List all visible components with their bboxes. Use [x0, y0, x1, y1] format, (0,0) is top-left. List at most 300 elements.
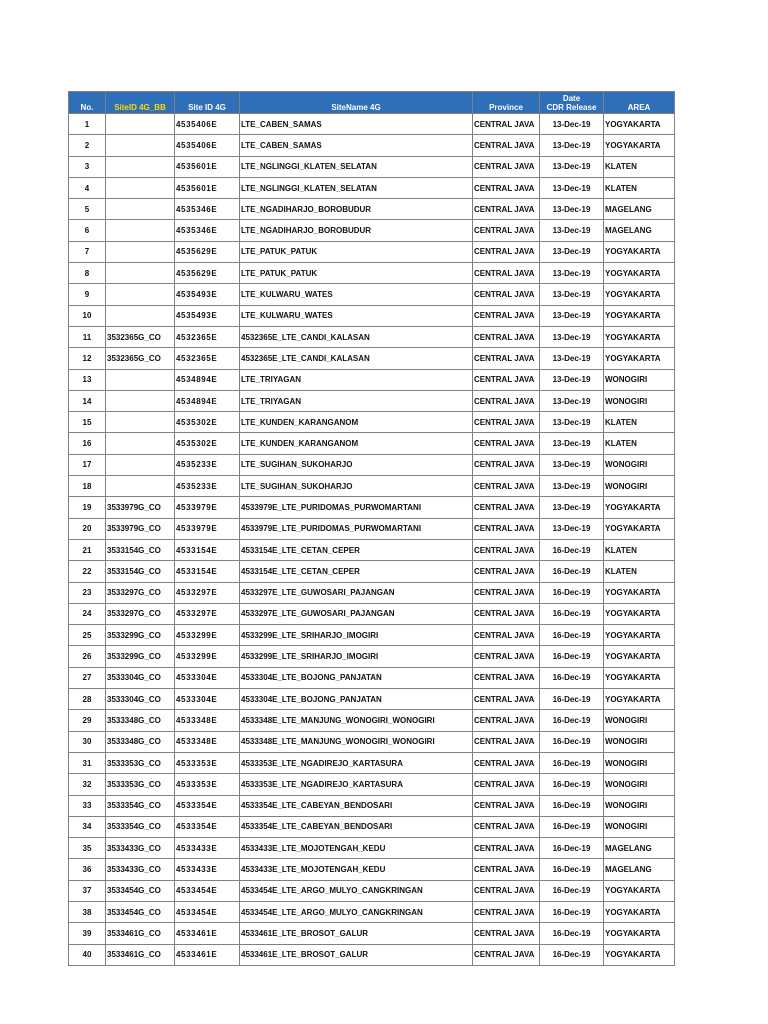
table-row [69, 220, 675, 241]
cell-province: CENTRAL JAVA [473, 241, 540, 262]
table-body [69, 114, 675, 966]
cell-area: WONOGIRI [604, 816, 675, 837]
cell-site-id-4g: 4533299E [175, 646, 240, 667]
table-row [69, 667, 675, 688]
site-release-table [68, 91, 675, 966]
cell-province: CENTRAL JAVA [473, 518, 540, 539]
table-row [69, 114, 675, 135]
table-row [69, 326, 675, 347]
cell-sitename-4g: 4533353E_LTE_NGADIREJO_KARTASURA [240, 774, 473, 795]
cell-province: CENTRAL JAVA [473, 561, 540, 582]
cell-area: KLATEN [604, 433, 675, 454]
header-area: AREA [604, 92, 675, 114]
cell-sitename-4g: 4533979E_LTE_PURIDOMAS_PURWOMARTANI [240, 497, 473, 518]
cell-area: YOGYAKARTA [604, 901, 675, 922]
cell-province: CENTRAL JAVA [473, 433, 540, 454]
cell-no: 24 [69, 603, 106, 624]
cell-area: KLATEN [604, 177, 675, 198]
cell-siteid-4g-bb: 3533454G_CO [106, 901, 175, 922]
cell-no: 19 [69, 497, 106, 518]
cell-area: YOGYAKARTA [604, 348, 675, 369]
cell-siteid-4g-bb [106, 156, 175, 177]
cell-province: CENTRAL JAVA [473, 114, 540, 135]
cell-siteid-4g-bb [106, 369, 175, 390]
cell-area: WONOGIRI [604, 774, 675, 795]
cell-province: CENTRAL JAVA [473, 135, 540, 156]
cell-date-cdr-release: 16-Dec-19 [540, 944, 604, 965]
table-row [69, 603, 675, 624]
cell-no: 4 [69, 177, 106, 198]
cell-area: WONOGIRI [604, 476, 675, 497]
cell-site-id-4g: 4535406E [175, 114, 240, 135]
cell-sitename-4g: 4533454E_LTE_ARGO_MULYO_CANGKRINGAN [240, 880, 473, 901]
cell-province: CENTRAL JAVA [473, 752, 540, 773]
cell-site-id-4g: 4535302E [175, 433, 240, 454]
cell-date-cdr-release: 16-Dec-19 [540, 752, 604, 773]
cell-province: CENTRAL JAVA [473, 880, 540, 901]
header-row [69, 92, 675, 114]
cell-sitename-4g: LTE_NGLINGGI_KLATEN_SELATAN [240, 177, 473, 198]
cell-area: KLATEN [604, 156, 675, 177]
cell-site-id-4g: 4534894E [175, 369, 240, 390]
cell-province: CENTRAL JAVA [473, 838, 540, 859]
cell-sitename-4g: 4533348E_LTE_MANJUNG_WONOGIRI_WONOGIRI [240, 731, 473, 752]
cell-province: CENTRAL JAVA [473, 774, 540, 795]
cell-site-id-4g: 4535629E [175, 263, 240, 284]
cell-site-id-4g: 4535601E [175, 156, 240, 177]
cell-area: WONOGIRI [604, 454, 675, 475]
cell-site-id-4g: 4533299E [175, 625, 240, 646]
table-row [69, 454, 675, 475]
cell-site-id-4g: 4533454E [175, 901, 240, 922]
cell-no: 3 [69, 156, 106, 177]
cell-siteid-4g-bb: 3533299G_CO [106, 646, 175, 667]
cell-siteid-4g-bb: 3533354G_CO [106, 795, 175, 816]
cell-date-cdr-release: 13-Dec-19 [540, 177, 604, 198]
cell-date-cdr-release: 16-Dec-19 [540, 710, 604, 731]
cell-sitename-4g: LTE_NGLINGGI_KLATEN_SELATAN [240, 156, 473, 177]
cell-province: CENTRAL JAVA [473, 582, 540, 603]
cell-no: 36 [69, 859, 106, 880]
cell-site-id-4g: 4535233E [175, 476, 240, 497]
cell-date-cdr-release: 16-Dec-19 [540, 561, 604, 582]
cell-site-id-4g: 4533348E [175, 731, 240, 752]
cell-siteid-4g-bb: 3533304G_CO [106, 667, 175, 688]
table-row [69, 901, 675, 922]
cell-province: CENTRAL JAVA [473, 348, 540, 369]
table-row [69, 497, 675, 518]
cell-sitename-4g: LTE_KUNDEN_KARANGANOM [240, 433, 473, 454]
table-row [69, 135, 675, 156]
table-row [69, 561, 675, 582]
cell-date-cdr-release: 13-Dec-19 [540, 433, 604, 454]
table-row [69, 199, 675, 220]
cell-no: 38 [69, 901, 106, 922]
cell-site-id-4g: 4533154E [175, 539, 240, 560]
cell-site-id-4g: 4533297E [175, 582, 240, 603]
table-row [69, 177, 675, 198]
cell-no: 37 [69, 880, 106, 901]
cell-province: CENTRAL JAVA [473, 539, 540, 560]
table-row [69, 518, 675, 539]
cell-province: CENTRAL JAVA [473, 859, 540, 880]
cell-sitename-4g: LTE_CABEN_SAMAS [240, 114, 473, 135]
cell-site-id-4g: 4535346E [175, 220, 240, 241]
cell-area: WONOGIRI [604, 390, 675, 411]
header-site-id-4g: Site ID 4G [175, 92, 240, 114]
cell-siteid-4g-bb: 3533154G_CO [106, 561, 175, 582]
cell-siteid-4g-bb: 3533433G_CO [106, 859, 175, 880]
cell-area: YOGYAKARTA [604, 689, 675, 710]
cell-province: CENTRAL JAVA [473, 220, 540, 241]
cell-no: 25 [69, 625, 106, 646]
table-row [69, 731, 675, 752]
cell-no: 34 [69, 816, 106, 837]
cell-site-id-4g: 4533433E [175, 859, 240, 880]
cell-no: 22 [69, 561, 106, 582]
cell-area: YOGYAKARTA [604, 667, 675, 688]
cell-no: 35 [69, 838, 106, 859]
table-row [69, 539, 675, 560]
cell-site-id-4g: 4533433E [175, 838, 240, 859]
cell-sitename-4g: LTE_KULWARU_WATES [240, 284, 473, 305]
cell-date-cdr-release: 13-Dec-19 [540, 454, 604, 475]
cell-sitename-4g: 4533354E_LTE_CABEYAN_BENDOSARI [240, 795, 473, 816]
cell-date-cdr-release: 13-Dec-19 [540, 390, 604, 411]
cell-date-cdr-release: 16-Dec-19 [540, 646, 604, 667]
cell-no: 32 [69, 774, 106, 795]
cell-site-id-4g: 4535346E [175, 199, 240, 220]
cell-province: CENTRAL JAVA [473, 326, 540, 347]
header-sitename-4g: SiteName 4G [240, 92, 473, 114]
table-row [69, 944, 675, 965]
cell-area: YOGYAKARTA [604, 646, 675, 667]
cell-siteid-4g-bb: 3532365G_CO [106, 348, 175, 369]
cell-date-cdr-release: 13-Dec-19 [540, 518, 604, 539]
cell-date-cdr-release: 16-Dec-19 [540, 901, 604, 922]
cell-site-id-4g: 4535493E [175, 305, 240, 326]
cell-siteid-4g-bb: 3533353G_CO [106, 752, 175, 773]
cell-no: 2 [69, 135, 106, 156]
cell-province: CENTRAL JAVA [473, 625, 540, 646]
cell-no: 33 [69, 795, 106, 816]
cell-province: CENTRAL JAVA [473, 795, 540, 816]
cell-province: CENTRAL JAVA [473, 412, 540, 433]
cell-sitename-4g: 4533348E_LTE_MANJUNG_WONOGIRI_WONOGIRI [240, 710, 473, 731]
cell-sitename-4g: 4533297E_LTE_GUWOSARI_PAJANGAN [240, 582, 473, 603]
cell-date-cdr-release: 16-Dec-19 [540, 795, 604, 816]
cell-sitename-4g: 4533299E_LTE_SRIHARJO_IMOGIRI [240, 625, 473, 646]
cell-sitename-4g: 4533433E_LTE_MOJOTENGAH_KEDU [240, 838, 473, 859]
cell-area: YOGYAKARTA [604, 241, 675, 262]
table-row [69, 838, 675, 859]
cell-site-id-4g: 4533154E [175, 561, 240, 582]
cell-province: CENTRAL JAVA [473, 476, 540, 497]
cell-no: 13 [69, 369, 106, 390]
cell-site-id-4g: 4533461E [175, 944, 240, 965]
cell-province: CENTRAL JAVA [473, 497, 540, 518]
cell-date-cdr-release: 16-Dec-19 [540, 859, 604, 880]
table-row [69, 923, 675, 944]
cell-date-cdr-release: 13-Dec-19 [540, 156, 604, 177]
cell-siteid-4g-bb [106, 241, 175, 262]
cell-province: CENTRAL JAVA [473, 603, 540, 624]
cell-area: MAGELANG [604, 859, 675, 880]
cell-date-cdr-release: 13-Dec-19 [540, 497, 604, 518]
cell-date-cdr-release: 16-Dec-19 [540, 603, 604, 624]
table-row [69, 369, 675, 390]
cell-area: YOGYAKARTA [604, 135, 675, 156]
cell-date-cdr-release: 13-Dec-19 [540, 199, 604, 220]
cell-siteid-4g-bb: 3533354G_CO [106, 816, 175, 837]
cell-site-id-4g: 4533979E [175, 497, 240, 518]
cell-area: YOGYAKARTA [604, 326, 675, 347]
cell-area: WONOGIRI [604, 731, 675, 752]
cell-siteid-4g-bb: 3533299G_CO [106, 625, 175, 646]
table-row [69, 859, 675, 880]
cell-area: YOGYAKARTA [604, 582, 675, 603]
cell-sitename-4g: 4533304E_LTE_BOJONG_PANJATAN [240, 667, 473, 688]
cell-province: CENTRAL JAVA [473, 816, 540, 837]
cell-siteid-4g-bb [106, 220, 175, 241]
cell-date-cdr-release: 16-Dec-19 [540, 667, 604, 688]
table-row [69, 689, 675, 710]
cell-no: 27 [69, 667, 106, 688]
table-row [69, 582, 675, 603]
cell-siteid-4g-bb: 3533461G_CO [106, 944, 175, 965]
table-row [69, 241, 675, 262]
cell-sitename-4g: 4533461E_LTE_BROSOT_GALUR [240, 923, 473, 944]
cell-date-cdr-release: 13-Dec-19 [540, 114, 604, 135]
cell-date-cdr-release: 13-Dec-19 [540, 284, 604, 305]
cell-sitename-4g: 4533154E_LTE_CETAN_CEPER [240, 561, 473, 582]
cell-site-id-4g: 4533354E [175, 795, 240, 816]
cell-sitename-4g: 4533433E_LTE_MOJOTENGAH_KEDU [240, 859, 473, 880]
table-row [69, 348, 675, 369]
cell-site-id-4g: 4533354E [175, 816, 240, 837]
cell-area: YOGYAKARTA [604, 625, 675, 646]
cell-sitename-4g: LTE_TRIYAGAN [240, 369, 473, 390]
cell-site-id-4g: 4533461E [175, 923, 240, 944]
cell-no: 30 [69, 731, 106, 752]
table-row [69, 412, 675, 433]
cell-province: CENTRAL JAVA [473, 369, 540, 390]
cell-site-id-4g: 4533454E [175, 880, 240, 901]
cell-no: 8 [69, 263, 106, 284]
cell-site-id-4g: 4533353E [175, 752, 240, 773]
cell-area: MAGELANG [604, 220, 675, 241]
cell-date-cdr-release: 13-Dec-19 [540, 241, 604, 262]
cell-province: CENTRAL JAVA [473, 390, 540, 411]
table-row [69, 625, 675, 646]
cell-siteid-4g-bb [106, 476, 175, 497]
cell-siteid-4g-bb: 3533353G_CO [106, 774, 175, 795]
table-row [69, 305, 675, 326]
cell-province: CENTRAL JAVA [473, 944, 540, 965]
cell-area: YOGYAKARTA [604, 923, 675, 944]
cell-area: YOGYAKARTA [604, 880, 675, 901]
cell-area: YOGYAKARTA [604, 305, 675, 326]
cell-date-cdr-release: 16-Dec-19 [540, 539, 604, 560]
cell-area: YOGYAKARTA [604, 944, 675, 965]
table-row [69, 156, 675, 177]
cell-sitename-4g: 4532365E_LTE_CANDI_KALASAN [240, 326, 473, 347]
cell-sitename-4g: LTE_NGADIHARJO_BOROBUDUR [240, 220, 473, 241]
cell-area: KLATEN [604, 539, 675, 560]
cell-no: 39 [69, 923, 106, 944]
header-siteid-4g-bb: SiteID 4G_BB [106, 92, 175, 114]
cell-sitename-4g: LTE_KUNDEN_KARANGANOM [240, 412, 473, 433]
cell-sitename-4g: 4533297E_LTE_GUWOSARI_PAJANGAN [240, 603, 473, 624]
header-province: Province [473, 92, 540, 114]
cell-siteid-4g-bb: 3533297G_CO [106, 582, 175, 603]
cell-site-id-4g: 4535233E [175, 454, 240, 475]
cell-date-cdr-release: 16-Dec-19 [540, 625, 604, 646]
cell-siteid-4g-bb: 3533979G_CO [106, 518, 175, 539]
cell-no: 11 [69, 326, 106, 347]
table-row [69, 390, 675, 411]
cell-area: MAGELANG [604, 199, 675, 220]
cell-site-id-4g: 4534894E [175, 390, 240, 411]
cell-area: YOGYAKARTA [604, 603, 675, 624]
cell-date-cdr-release: 13-Dec-19 [540, 326, 604, 347]
cell-site-id-4g: 4533979E [175, 518, 240, 539]
cell-sitename-4g: 4533454E_LTE_ARGO_MULYO_CANGKRINGAN [240, 901, 473, 922]
cell-site-id-4g: 4535601E [175, 177, 240, 198]
table-row [69, 263, 675, 284]
cell-no: 28 [69, 689, 106, 710]
cell-province: CENTRAL JAVA [473, 901, 540, 922]
cell-siteid-4g-bb [106, 390, 175, 411]
cell-siteid-4g-bb: 3533433G_CO [106, 838, 175, 859]
cell-date-cdr-release: 16-Dec-19 [540, 689, 604, 710]
cell-province: CENTRAL JAVA [473, 284, 540, 305]
cell-date-cdr-release: 13-Dec-19 [540, 220, 604, 241]
cell-province: CENTRAL JAVA [473, 667, 540, 688]
cell-area: YOGYAKARTA [604, 284, 675, 305]
table-row [69, 795, 675, 816]
table-row [69, 816, 675, 837]
cell-no: 18 [69, 476, 106, 497]
cell-sitename-4g: LTE_NGADIHARJO_BOROBUDUR [240, 199, 473, 220]
cell-no: 9 [69, 284, 106, 305]
cell-siteid-4g-bb: 3533304G_CO [106, 689, 175, 710]
cell-siteid-4g-bb [106, 433, 175, 454]
cell-sitename-4g: LTE_SUGIHAN_SUKOHARJO [240, 476, 473, 497]
cell-siteid-4g-bb: 3533297G_CO [106, 603, 175, 624]
cell-date-cdr-release: 13-Dec-19 [540, 412, 604, 433]
cell-siteid-4g-bb [106, 199, 175, 220]
cell-sitename-4g: 4533299E_LTE_SRIHARJO_IMOGIRI [240, 646, 473, 667]
cell-sitename-4g: LTE_PATUK_PATUK [240, 241, 473, 262]
cell-sitename-4g: 4533979E_LTE_PURIDOMAS_PURWOMARTANI [240, 518, 473, 539]
cell-no: 40 [69, 944, 106, 965]
table-row [69, 710, 675, 731]
cell-siteid-4g-bb: 3533154G_CO [106, 539, 175, 560]
cell-sitename-4g: 4533354E_LTE_CABEYAN_BENDOSARI [240, 816, 473, 837]
cell-siteid-4g-bb: 3533348G_CO [106, 731, 175, 752]
cell-date-cdr-release: 13-Dec-19 [540, 369, 604, 390]
cell-siteid-4g-bb [106, 454, 175, 475]
cell-siteid-4g-bb: 3532365G_CO [106, 326, 175, 347]
cell-area: YOGYAKARTA [604, 497, 675, 518]
cell-site-id-4g: 4532365E [175, 348, 240, 369]
table-row [69, 752, 675, 773]
cell-no: 10 [69, 305, 106, 326]
cell-site-id-4g: 4535493E [175, 284, 240, 305]
cell-province: CENTRAL JAVA [473, 177, 540, 198]
table-row [69, 774, 675, 795]
header-date-label: Date [562, 94, 581, 103]
cell-no: 7 [69, 241, 106, 262]
cell-siteid-4g-bb [106, 305, 175, 326]
cell-site-id-4g: 4535406E [175, 135, 240, 156]
cell-province: CENTRAL JAVA [473, 156, 540, 177]
cell-no: 6 [69, 220, 106, 241]
cell-siteid-4g-bb [106, 263, 175, 284]
cell-sitename-4g: LTE_CABEN_SAMAS [240, 135, 473, 156]
cell-date-cdr-release: 16-Dec-19 [540, 774, 604, 795]
cell-date-cdr-release: 16-Dec-19 [540, 731, 604, 752]
cell-site-id-4g: 4533297E [175, 603, 240, 624]
cell-province: CENTRAL JAVA [473, 923, 540, 944]
cell-date-cdr-release: 16-Dec-19 [540, 582, 604, 603]
cell-sitename-4g: 4533154E_LTE_CETAN_CEPER [240, 539, 473, 560]
cell-area: WONOGIRI [604, 710, 675, 731]
cell-site-id-4g: 4533348E [175, 710, 240, 731]
cell-date-cdr-release: 16-Dec-19 [540, 923, 604, 944]
cell-sitename-4g: 4533461E_LTE_BROSOT_GALUR [240, 944, 473, 965]
cell-siteid-4g-bb [106, 412, 175, 433]
table-row [69, 880, 675, 901]
cell-siteid-4g-bb: 3533454G_CO [106, 880, 175, 901]
cell-date-cdr-release: 16-Dec-19 [540, 816, 604, 837]
cell-siteid-4g-bb [106, 135, 175, 156]
cell-sitename-4g: LTE_KULWARU_WATES [240, 305, 473, 326]
cell-province: CENTRAL JAVA [473, 454, 540, 475]
cell-sitename-4g: LTE_TRIYAGAN [240, 390, 473, 411]
cell-sitename-4g: 4533353E_LTE_NGADIREJO_KARTASURA [240, 752, 473, 773]
cell-date-cdr-release: 13-Dec-19 [540, 263, 604, 284]
cell-no: 26 [69, 646, 106, 667]
cell-area: WONOGIRI [604, 795, 675, 816]
cell-province: CENTRAL JAVA [473, 199, 540, 220]
cell-siteid-4g-bb: 3533461G_CO [106, 923, 175, 944]
cell-sitename-4g: LTE_PATUK_PATUK [240, 263, 473, 284]
cell-date-cdr-release: 16-Dec-19 [540, 880, 604, 901]
cell-area: WONOGIRI [604, 369, 675, 390]
cell-area: KLATEN [604, 561, 675, 582]
cell-no: 21 [69, 539, 106, 560]
cell-area: YOGYAKARTA [604, 263, 675, 284]
cell-no: 20 [69, 518, 106, 539]
cell-province: CENTRAL JAVA [473, 646, 540, 667]
cell-area: YOGYAKARTA [604, 114, 675, 135]
cell-site-id-4g: 4533304E [175, 689, 240, 710]
cell-province: CENTRAL JAVA [473, 263, 540, 284]
table-header [69, 92, 675, 114]
cell-no: 29 [69, 710, 106, 731]
cell-siteid-4g-bb [106, 177, 175, 198]
header-no: No. [69, 92, 106, 114]
cell-siteid-4g-bb [106, 114, 175, 135]
cell-no: 5 [69, 199, 106, 220]
cell-date-cdr-release: 13-Dec-19 [540, 476, 604, 497]
cell-sitename-4g: LTE_SUGIHAN_SUKOHARJO [240, 454, 473, 475]
table-row [69, 476, 675, 497]
cell-site-id-4g: 4533353E [175, 774, 240, 795]
cell-date-cdr-release: 13-Dec-19 [540, 348, 604, 369]
